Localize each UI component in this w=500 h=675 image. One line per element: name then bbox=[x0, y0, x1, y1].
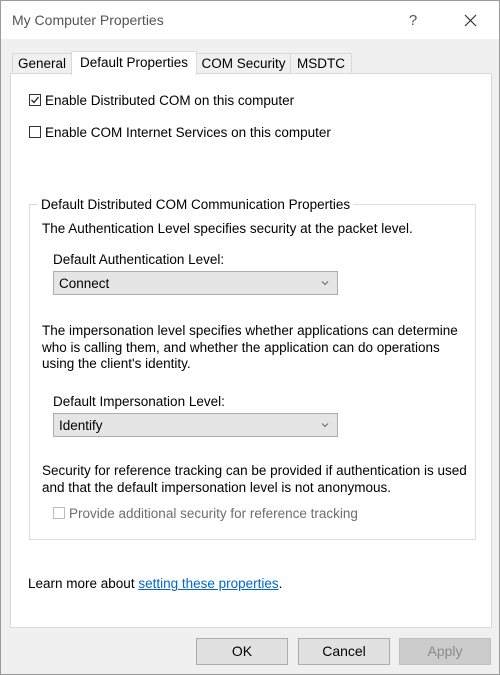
reference-desc-line-1: Security for reference tracking can be provided if authentication is used bbox=[42, 463, 467, 478]
dcom-communication-group bbox=[29, 197, 476, 540]
group-title: Default Distributed COM Communication Properties bbox=[38, 197, 353, 212]
auth-level-value: Connect bbox=[59, 276, 110, 291]
auth-level-dropdown[interactable] bbox=[53, 271, 338, 295]
impersonation-description bbox=[42, 323, 458, 373]
help-button[interactable]: ? bbox=[408, 12, 418, 29]
checkmark-icon bbox=[30, 95, 40, 105]
reference-tracking-option[interactable] bbox=[53, 504, 358, 522]
tab-default-properties[interactable]: Default Properties bbox=[71, 51, 197, 75]
tab-com-security[interactable]: COM Security bbox=[196, 53, 291, 74]
impersonation-level-dropdown[interactable] bbox=[53, 413, 338, 437]
enable-dcom-option[interactable] bbox=[29, 91, 294, 109]
close-icon bbox=[453, 5, 487, 35]
impersonation-level-label: Default Impersonation Level: bbox=[53, 394, 225, 409]
impersonation-level-value: Identify bbox=[59, 418, 103, 433]
learn-more-prefix: Learn more about bbox=[28, 576, 139, 591]
enable-cis-checkbox[interactable] bbox=[29, 126, 41, 138]
default-properties-panel bbox=[10, 73, 492, 628]
reference-tracking-checkbox[interactable] bbox=[53, 507, 65, 519]
impersonation-desc-line-3: using the client's identity. bbox=[42, 356, 191, 371]
learn-more-link[interactable]: setting these properties bbox=[138, 576, 279, 591]
learn-more-text bbox=[28, 576, 282, 593]
chevron-down-icon bbox=[321, 422, 329, 428]
chevron-down-icon bbox=[321, 280, 329, 286]
reference-tracking-description bbox=[42, 463, 467, 496]
cancel-button[interactable]: Cancel bbox=[298, 638, 390, 665]
title-bar[interactable] bbox=[1, 1, 499, 39]
ok-button[interactable]: OK bbox=[196, 638, 288, 665]
close-button[interactable] bbox=[453, 5, 487, 35]
enable-dcom-checkbox[interactable] bbox=[29, 94, 41, 106]
reference-tracking-label: Provide additional security for reference tracking bbox=[69, 505, 358, 521]
window-title: My Computer Properties bbox=[12, 12, 164, 28]
enable-cis-option[interactable] bbox=[29, 123, 331, 141]
impersonation-desc-line-2: who is calling them, and whether the application can do operations bbox=[42, 339, 440, 355]
enable-cis-label: Enable COM Internet Services on this computer bbox=[45, 124, 331, 140]
reference-desc-line-2: and that the default impersonation level is not anonymous. bbox=[42, 479, 391, 495]
apply-button[interactable]: Apply bbox=[399, 638, 491, 665]
dialog-client-area bbox=[1, 39, 499, 674]
impersonation-desc-line-1: The impersonation level specifies whether applications can determine bbox=[42, 323, 458, 338]
enable-dcom-label: Enable Distributed COM on this computer bbox=[45, 92, 295, 108]
auth-level-label: Default Authentication Level: bbox=[53, 252, 225, 267]
tab-msdtc[interactable]: MSDTC bbox=[290, 53, 352, 74]
tab-general[interactable]: General bbox=[12, 53, 72, 74]
learn-more-suffix: . bbox=[278, 576, 283, 591]
auth-description: The Authentication Level specifies security at the packet level. bbox=[42, 221, 413, 236]
